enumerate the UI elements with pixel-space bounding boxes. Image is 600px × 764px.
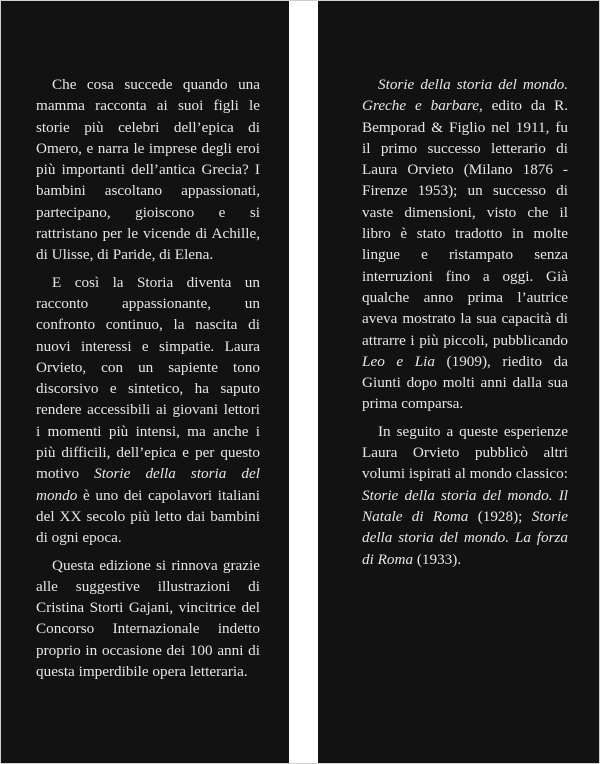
right-paragraph-1-book-title: Storie della storia del mondo. Greche e barbare, (362, 76, 568, 115)
left-paragraph-1: Che cosa succede quando una mamma racconta ai suoi figli le storie più celebri dell’epica di Omero, e narra le imprese degli eroi più importanti dell’antica Grecia? I bambini ascoltano appassionati, partecipano, gioiscono e si rattristano per le vicende di Achille, di Ulisse, di Paride, di Elena. (36, 76, 260, 264)
left-paragraph-2-text-b: è uno dei capolavori italiani del XX secolo più letto dai bambini di ogni epoca. (36, 486, 260, 547)
right-paragraph-1-text-b: (1909), riedito da Giunti dopo molti anni dalla sua prima comparsa. (362, 352, 568, 413)
left-flap-text (36, 74, 260, 682)
right-flap (318, 0, 600, 764)
left-paragraph-2-book-title: Storie della storia del mondo (36, 465, 260, 504)
right-paragraph-1-book-title-2: Leo e Lia (362, 352, 435, 370)
left-paragraph-2 (36, 272, 260, 549)
left-flap (0, 0, 289, 764)
left-paragraph-2-text-a: E così la Storia diventa un racconto appassionante, un confronto continuo, la nascita di nuovi interessi e simpatie. Laura Orvieto, con un sapiente tono discorsivo e sintetico, ha saputo rendere accessibili ai giovani lettori i momenti più intensi, ma anche i più difficili, dell’epica e per questo motivo (36, 273, 260, 483)
right-paragraph-2-book-title-1: Storie della storia del mondo. Il Natale di Roma (362, 486, 568, 525)
right-paragraph-2-text-c: (1933). (413, 550, 462, 568)
flap-gap (289, 0, 318, 764)
right-paragraph-1-text-a: edito da R. Bemporad & Figlio nel 1911, fu il primo successo letterario di Laura Orvieto (Milano 1876 - Firenze 1953); un successo di vaste dimensioni, visto che il libro è stato tradotto in molte lingue e ristampato senza interruzioni fino a oggi. Già qualche anno prima l’autrice aveva mostrato la sua capacità di attrarre i più piccoli, pubblicando (362, 97, 568, 349)
right-paragraph-1 (362, 74, 568, 415)
right-paragraph-2-book-title-2: Storie della storia del mondo. La forza di Roma (362, 507, 568, 568)
right-paragraph-2-text-a: In seguito a queste esperienze Laura Orvieto pubblicò altri volumi ispirati al mondo classico: (362, 422, 568, 483)
right-flap-text (362, 74, 568, 570)
right-paragraph-2 (362, 421, 568, 570)
left-paragraph-3: Questa edizione si rinnova grazie alle suggestive illustrazioni di Cristina Storti Gajani, vincitrice del Concorso Internazionale indetto proprio in occasione dei 100 anni di questa imperdibile opera letteraria. (36, 556, 260, 681)
right-paragraph-2-text-b: (1928); (468, 507, 532, 525)
